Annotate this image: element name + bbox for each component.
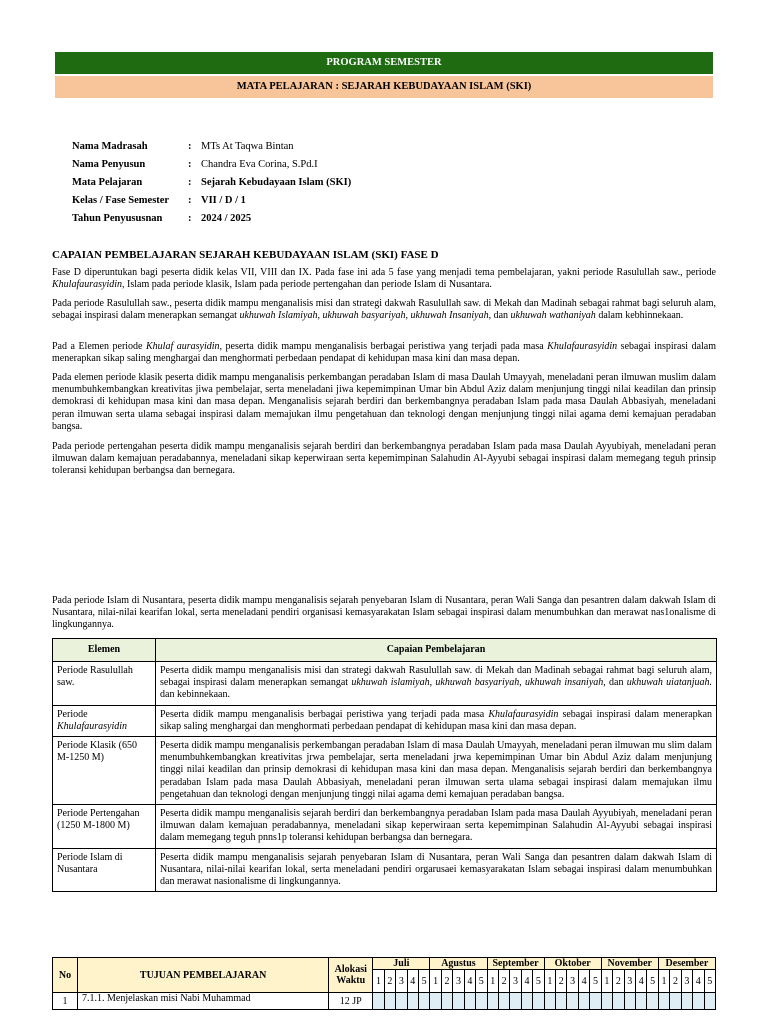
identity-value: VII / D / 1 — [201, 194, 246, 206]
week-header: 2 — [613, 970, 624, 993]
schedule-cell[interactable] — [567, 993, 578, 1010]
cp-cell: Peserta didik mampu menganalisis sejarah penyebaran Islam di Nusantara, peran Wali Sanga dan pesantren dalam dakwah Islam di Nusantara, nilai-nilai kearifan lokal, serta meneladani pendiri orgarusaei kemasyarakatan Islam sebagai inspirasi dalam menumbuhkan dan merawat nasionalisme di lingkungannya. — [156, 848, 717, 892]
cp-cell: Peserta didik mampu menganalisis berbagai peristiwa yang terjadi pada masa Khulafaurasyidin sebagai inspirasi dalam menerapkan sikap saling menghargai dan menghormati perbedaan pendapat di kehidupan masa kini dan masa depan. — [156, 705, 717, 736]
identity-colon: : — [188, 194, 192, 206]
week-header: 1 — [373, 970, 384, 993]
identity-value: MTs At Taqwa Bintan — [201, 141, 294, 153]
schedule-cell[interactable] — [533, 993, 544, 1010]
paragraph-klasik: Pada elemen periode klasik peserta didik mampu menganalisis perkembangan peradaban Islam di masa Daulah Umayyah, meneladani peran ilmuwan muslim dalam menumbuhkembangkan kreativitas jiwa pembelajar, serta meneladani jiwa kepemimpinan Umar bin Abdul Aziz dalam menjunjung tinggi nilai keadilan dan prinsip demokrasi di kehidupan masa kini dan masa depan. Menganalisis sejarah berdiri dan berkembangnya peradaban Islam pada masa Daulah Abbasiyah, meneladani peran ilmuwan serta ulama sebagai inspirasi dalam memajukan ilmu pengetahuan dan teknologi dengan menjunjung tinggi nilai agama demi kemajuan peradaban bangsa. — [52, 372, 716, 432]
week-header: 2 — [498, 970, 509, 993]
schedule-cell[interactable] — [647, 993, 658, 1010]
week-header: 2 — [670, 970, 681, 993]
element-cell: Periode Klasik (650 M-1250 M) — [53, 737, 156, 805]
schedule-cell[interactable] — [418, 993, 429, 1010]
week-header: 2 — [441, 970, 452, 993]
identity-colon: : — [188, 212, 192, 224]
week-header: 5 — [647, 970, 658, 993]
schedule-cell[interactable] — [476, 993, 487, 1010]
schedule-cell[interactable] — [441, 993, 452, 1010]
week-header: 3 — [624, 970, 635, 993]
schedule-cell[interactable] — [453, 993, 464, 1010]
week-header: 3 — [567, 970, 578, 993]
element-cell: Periode Rasulullah saw. — [53, 662, 156, 706]
week-header: 4 — [407, 970, 418, 993]
identity-label: Mata Pelajaran — [72, 176, 143, 188]
week-header: 5 — [704, 970, 715, 993]
identity-row — [72, 209, 351, 227]
paragraph-pertengahan: Pada periode pertengahan peserta didik mampu menganalisis sejarah berdiri dan berkembangnya peradaban Islam pada masa Daulah Ayyubiyah, meneladani peran ilmuwan dalam kemajuan peradabannya, meneladani sikap keperwiraan serta kepemimpinan Salahudin Al-Ayyubi sebagai inspirasi dalam memegang teguh prinsip toleransi kehidupan berbangsa dan bernegara. — [52, 441, 716, 477]
capaian-table — [52, 638, 717, 892]
element-cell: Periode Islam di Nusantara — [53, 848, 156, 892]
table-row — [53, 993, 716, 1010]
paragraph-phase-d: Fase D diperuntukan bagi peserta didik kelas VII, VIII dan IX. Pada fase ini ada 5 fase yang menjadi tema pembelajaran, yakni periode Rasulullah saw., periode Khulafaurasyidin, Islam pada periode klasik, Islam pada periode pertengahan dan periode Islam di Nusantara. — [52, 267, 716, 291]
identity-row — [72, 191, 351, 209]
schedule-cell[interactable] — [635, 993, 646, 1010]
column-header-no: No — [53, 958, 78, 993]
schedule-cell[interactable] — [578, 993, 589, 1010]
element-cell: Periode Khulafaurasyidin — [53, 705, 156, 736]
schedule-cell[interactable] — [430, 993, 441, 1010]
schedule-cell[interactable] — [498, 993, 509, 1010]
row-tp: 7.1.1. Menjelaskan misi Nabi Muhammad — [78, 993, 329, 1010]
program-title: PROGRAM SEMESTER — [55, 52, 713, 74]
month-header: Juli — [373, 958, 430, 970]
schedule-cell[interactable] — [544, 993, 555, 1010]
week-header: 1 — [430, 970, 441, 993]
identity-colon: : — [188, 159, 192, 171]
identity-row — [72, 174, 351, 192]
paragraph-nusantara: Pada periode Islam di Nusantara, peserta didik mampu menganalisis sejarah penyebaran Islam di Nusantara, peran Wali Sanga dan pesantren dalam dakwah Islam di Nusantara, nilai-nilai kearifan lokal, serta meneladani pendiri organisasi kemasyarakatan Islam sebagai inspirasi dalam menumbuhkan dan merawat nas1onalisme di lingkungannya. — [52, 595, 716, 631]
paragraph-khulafaurasyidin: Pad a Elemen periode Khulaf aurasyidin, peserta didik mampu menganalisis berbagai peristiwa yang terjadi pada masa Khulafaurasyidin sebagai inspirasi dalam menerapkan sikap saling menghargai dan menghormati perbedaan pendapat di kehidupan masa kini dan masa depan. — [52, 341, 716, 365]
identity-label: Kelas / Fase Semester — [72, 194, 170, 206]
month-header: Desember — [658, 958, 715, 970]
week-header: 1 — [658, 970, 669, 993]
week-header: 2 — [384, 970, 395, 993]
schedule-cell[interactable] — [658, 993, 669, 1010]
table-row — [53, 662, 717, 706]
schedule-cell[interactable] — [624, 993, 635, 1010]
cp-cell: Peserta didik mampu menganalisis sejarah berdiri dan berkembangnya peradaban Islam pada masa Daulah Ayyubiyah, meneladani peran ilmuwan dalam kemajuan peradabannya, meneladani sikap keperwiraan serta kepemimpinan Salahudin Al-Ayyubi sebagai inspirasi dalam memegang teguh pnns1p toleransi kehidupan berbangsa dan bernegara. — [156, 805, 717, 849]
month-header: Agustus — [430, 958, 487, 970]
week-header: 4 — [693, 970, 704, 993]
schedule-cell[interactable] — [681, 993, 692, 1010]
paragraph-rasulullah: Pada periode Rasulullah saw., peserta didik mampu menganalisis misi dan strategi dakwah Rasulullah saw. di Mekah dan Madinah sebagai rahmat bagi seluruh alam, sebagai inspirasi dalam menerapkan semangat ukhuwah Islamiyah, ukhuwah basyariyah, ukhuwah Insaniyah, dan ukhuwah wathaniyah dalam kebhinnekaan. — [52, 298, 716, 322]
week-header: 5 — [476, 970, 487, 993]
schedule-cell[interactable] — [384, 993, 395, 1010]
schedule-cell[interactable] — [590, 993, 601, 1010]
identity-row — [72, 156, 351, 174]
schedule-cell[interactable] — [521, 993, 532, 1010]
month-header: September — [487, 958, 544, 970]
month-header: Oktober — [544, 958, 601, 970]
row-alokasi: 12 JP — [329, 993, 373, 1010]
week-header: 3 — [681, 970, 692, 993]
schedule-cell[interactable] — [464, 993, 475, 1010]
identity-value: Chandra Eva Corina, S.Pd.I — [201, 159, 318, 171]
week-header: 1 — [544, 970, 555, 993]
table-row — [53, 737, 717, 805]
table-header-row — [53, 639, 717, 662]
column-header-alokasi: Alokasi Waktu — [329, 958, 373, 993]
schedule-cell[interactable] — [693, 993, 704, 1010]
identity-value: 2024 / 2025 — [201, 212, 252, 224]
week-header: 5 — [533, 970, 544, 993]
week-header: 1 — [601, 970, 612, 993]
identity-colon: : — [188, 141, 192, 153]
week-header: 4 — [578, 970, 589, 993]
column-header: Capaian Pembelajaran — [156, 639, 717, 662]
week-header: 2 — [556, 970, 567, 993]
week-header: 4 — [521, 970, 532, 993]
schedule-cell[interactable] — [601, 993, 612, 1010]
week-header: 5 — [590, 970, 601, 993]
subject-banner: MATA PELAJARAN : SEJARAH KEBUDAYAAN ISLAM (SKI) — [55, 76, 713, 98]
table-row — [53, 805, 717, 849]
cp-cell: Peserta didik mampu menganalisis perkembangan peradaban Islam di masa Daulah Umayyah, meneladani peran ilmuwan mu slim dalam menumbuhkembangkan kreativitas jrwa pembelajar, serta meneladani jrwa kepemimpinan Umar bin Abdul Aziz dalam menjunjung tinggi nilai keadilan dan prinsip demokrasi di kehidupan masa kini dan masa depan. Menganalisis sejarah berdiri dan berkembangnya peradaban Islam pada masa Daulah Abbasiyah, meneladani peran ilmuwan serta ulama sebagai inspirasi dalam memajukan ilmu pengetahuan dan teknologi dengan menjunjung tinggi nilai agama demi kemajuan peradaban bangsa. — [156, 737, 717, 805]
week-header: 3 — [453, 970, 464, 993]
cp-cell: Peserta didik mampu menganalisis misi dan strategi dakwah Rasulullah saw. di Mekah dan Madinah sebagai rahmat bagi seluruh alam, sebagai inspirasi dalam menerapkan semangat ukhuwah islamiyah, ukhuwah basyariyah, ukhuwah insaniyah, dan ukhuwah uiatanjuah. dan kebinnekaan. — [156, 662, 717, 706]
week-header: 3 — [396, 970, 407, 993]
schedule-cell[interactable] — [487, 993, 498, 1010]
schedule-cell[interactable] — [556, 993, 567, 1010]
table-row — [53, 705, 717, 736]
schedule-cell[interactable] — [407, 993, 418, 1010]
column-header-tp: TUJUAN PEMBELAJARAN — [78, 958, 329, 993]
element-cell: Periode Pertengahan (1250 M-1800 M) — [53, 805, 156, 849]
section-title: CAPAIAN PEMBELAJARAN SEJARAH KEBUDAYAAN ISLAM (SKI) FASE D — [52, 249, 439, 261]
week-header: 1 — [487, 970, 498, 993]
identity-row — [72, 138, 351, 156]
schedule-cell[interactable] — [373, 993, 384, 1010]
table-header-row — [53, 958, 716, 970]
schedule-cell[interactable] — [613, 993, 624, 1010]
identity-label: Nama Madrasah — [72, 141, 148, 153]
week-header: 4 — [635, 970, 646, 993]
identity-label: Nama Penyusun — [72, 159, 146, 171]
tujuan-table — [52, 957, 716, 1010]
identity-value: Sejarah Kebudayaan Islam (SKI) — [201, 176, 352, 188]
month-header: November — [601, 958, 658, 970]
identity-label: Tahun Penyususnan — [72, 212, 163, 224]
schedule-cell[interactable] — [704, 993, 715, 1010]
identity-table — [72, 138, 351, 227]
column-header: Elemen — [53, 639, 156, 662]
schedule-cell[interactable] — [670, 993, 681, 1010]
week-header: 4 — [464, 970, 475, 993]
table-row — [53, 848, 717, 892]
row-no: 1 — [53, 993, 78, 1010]
identity-colon: : — [188, 176, 192, 188]
week-header: 3 — [510, 970, 521, 993]
week-header: 5 — [418, 970, 429, 993]
schedule-cell[interactable] — [396, 993, 407, 1010]
schedule-cell[interactable] — [510, 993, 521, 1010]
